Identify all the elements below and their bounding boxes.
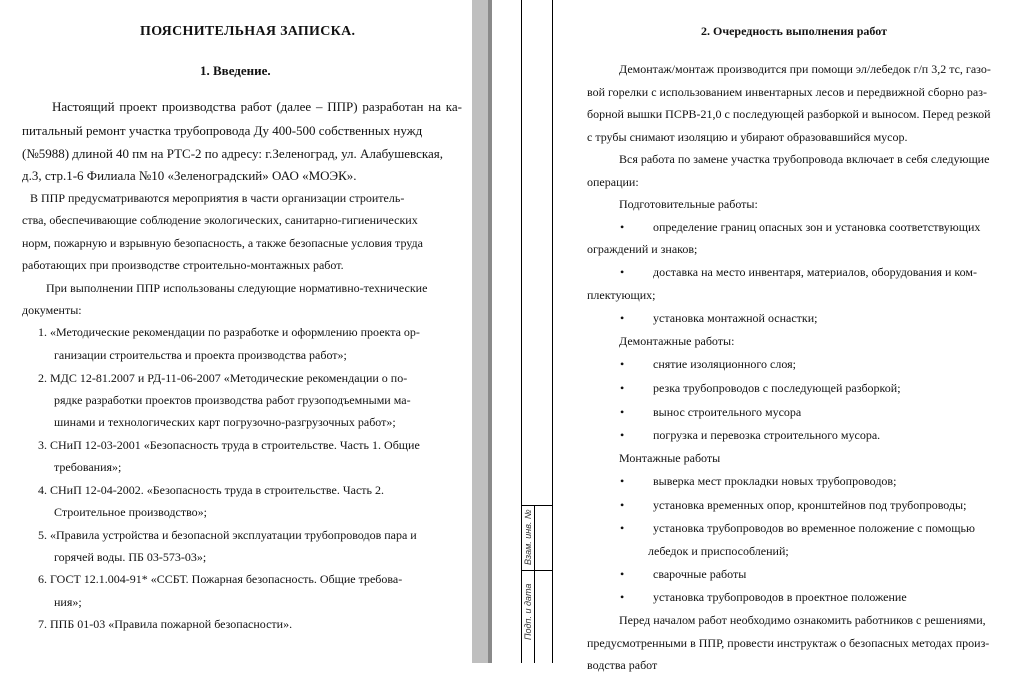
paragraph-line: водства работ	[587, 658, 658, 672]
frame-line	[521, 570, 553, 571]
list-item: 5. «Правила устройства и безопасной эксплуатации трубопроводов пара и	[38, 528, 417, 542]
list-item: установка трубопроводов во временное положение с помощью	[653, 521, 975, 535]
frame-line	[521, 505, 553, 506]
frame-line	[521, 0, 522, 663]
document-page-right	[553, 0, 1034, 672]
bullet-icon: •	[620, 590, 625, 604]
stamp-label-signature-date: Подп. и дата	[523, 583, 533, 640]
bullet-icon: •	[620, 220, 625, 234]
paragraph-line: операции:	[587, 175, 639, 189]
list-item: шинами и технологических карт погрузочно-разгрузочных работ»;	[54, 415, 396, 429]
list-item: плектующих;	[587, 288, 656, 302]
list-item: резка трубопроводов с последующей разборкой;	[653, 381, 901, 395]
list-item: выверка мест прокладки новых трубопроводов;	[653, 474, 897, 488]
bullet-icon: •	[620, 498, 625, 512]
bullet-icon: •	[620, 405, 625, 419]
paragraph-line: вой горелки с использованием инвентарных лесов и передвижной сборно раз-	[587, 85, 987, 99]
subheading-preparatory: Подготовительные работы:	[619, 197, 758, 211]
list-item: снятие изоляционного слоя;	[653, 357, 796, 371]
paragraph-line: При выполнении ППР использованы следующие нормативно-технические	[46, 281, 428, 295]
frame-line	[534, 505, 535, 663]
list-item: горячей воды. ПБ 03-573-03»;	[54, 550, 207, 564]
list-item: лебедок и приспособлений;	[648, 544, 789, 558]
document-page-left	[0, 0, 472, 663]
list-item: ограждений и знаков;	[587, 242, 698, 256]
paragraph-line: (№5988) длиной 40 пм на РТС-2 по адресу: г.Зеленоград, ул. Алабушевская,	[22, 146, 443, 161]
list-item: требования»;	[54, 460, 122, 474]
list-item: 6. ГОСТ 12.1.004-91* «ССБТ. Пожарная безопасность. Общие требова-	[38, 572, 403, 586]
bullet-icon: •	[620, 521, 625, 535]
subheading-installation: Монтажные работы	[619, 451, 721, 465]
paragraph-line: питальный ремонт участка трубопровода Ду 400-500 собственных нужд	[22, 123, 423, 138]
list-item: 4. СНиП 12-04-2002. «Безопасность труда в строительстве. Часть 2.	[38, 483, 385, 497]
list-item: сварочные работы	[653, 567, 747, 581]
bullet-icon: •	[620, 428, 625, 442]
paragraph-line: В ППР предусматриваются мероприятия в части организации строитель-	[30, 191, 405, 205]
paragraph-line: ства, обеспечивающие соблюдение экологических, санитарно-гигиенических	[22, 213, 418, 227]
paragraph-line: Настоящий проект производства работ (далее – ППР) разработан на ка-	[52, 99, 462, 114]
list-item: вынос строительного мусора	[653, 405, 802, 419]
list-item: рядке разработки проектов производства работ грузоподъемными ма-	[54, 393, 411, 407]
list-item: погрузка и перевозка строительного мусора.	[653, 428, 881, 442]
paragraph-line: с трубы снимают изоляцию и убирают образовавшийся мусор.	[587, 130, 908, 144]
paragraph-line: документы:	[22, 303, 82, 317]
subheading-dismantling: Демонтажные работы:	[619, 334, 735, 348]
page-gutter	[472, 0, 488, 663]
paragraph-line: работающих при производстве строительно-монтажных работ.	[22, 258, 344, 272]
bullet-icon: •	[620, 265, 625, 279]
paragraph-line: д.3, стр.1-6 Филиала №10 «Зеленоградский» ОАО «МОЭК».	[22, 168, 357, 183]
bullet-icon: •	[620, 474, 625, 488]
list-item: ния»;	[54, 595, 82, 609]
list-item: 1. «Методические рекомендации по разработке и оформлению проекта ор-	[38, 325, 420, 339]
bullet-icon: •	[620, 311, 625, 325]
list-item: Строительное производство»;	[54, 505, 207, 519]
list-item: 3. СНиП 12-03-2001 «Безопасность труда в строительстве. Часть 1. Общие	[38, 438, 420, 452]
page-title: ПОЯСНИТЕЛЬНАЯ ЗАПИСКА.	[140, 24, 356, 39]
list-item: ганизации строительства и проекта производства работ»;	[54, 348, 347, 362]
bullet-icon: •	[620, 357, 625, 371]
title-block-frame	[492, 0, 553, 663]
section-heading-introduction: 1. Введение.	[200, 63, 271, 78]
list-item: 7. ППБ 01-03 «Правила пожарной безопасности».	[38, 617, 293, 631]
paragraph-line: борной вышки ПСРВ-21,0 с последующей разборкой и выносом. Перед резкой	[587, 107, 991, 121]
bullet-icon: •	[620, 567, 625, 581]
bullet-icon: •	[620, 381, 625, 395]
list-item: установка трубопроводов в проектное положение	[653, 590, 907, 604]
paragraph-line: предусмотренными в ППР, провести инструктаж о безопасных методах произ-	[587, 636, 990, 650]
paragraph-line: Вся работа по замене участка трубопровода включает в себя следующие	[619, 152, 990, 166]
paragraph-line: Демонтаж/монтаж производится при помощи эл/лебедок г/п 3,2 тс, газо-	[619, 62, 991, 76]
section-heading-work-order: 2. Очередность выполнения работ	[701, 24, 887, 38]
list-item: доставка на место инвентаря, материалов, оборудования и ком-	[653, 265, 977, 279]
list-item: установка временных опор, кронштейнов под трубопроводы;	[653, 498, 967, 512]
paragraph-line: норм, пожарную и взрывную безопасность, а также безопасные условия труда	[22, 236, 423, 250]
list-item: 2. МДС 12-81.2007 и РД-11-06-2007 «Методические рекомендации о по-	[38, 371, 408, 385]
list-item: установка монтажной оснастки;	[653, 311, 818, 325]
list-item: определение границ опасных зон и установка соответствующих	[653, 220, 981, 234]
stamp-label-replacement-inventory: Взам. инв. №	[523, 509, 533, 565]
paragraph-line: Перед началом работ необходимо ознакомить работников с решениями,	[619, 613, 986, 627]
